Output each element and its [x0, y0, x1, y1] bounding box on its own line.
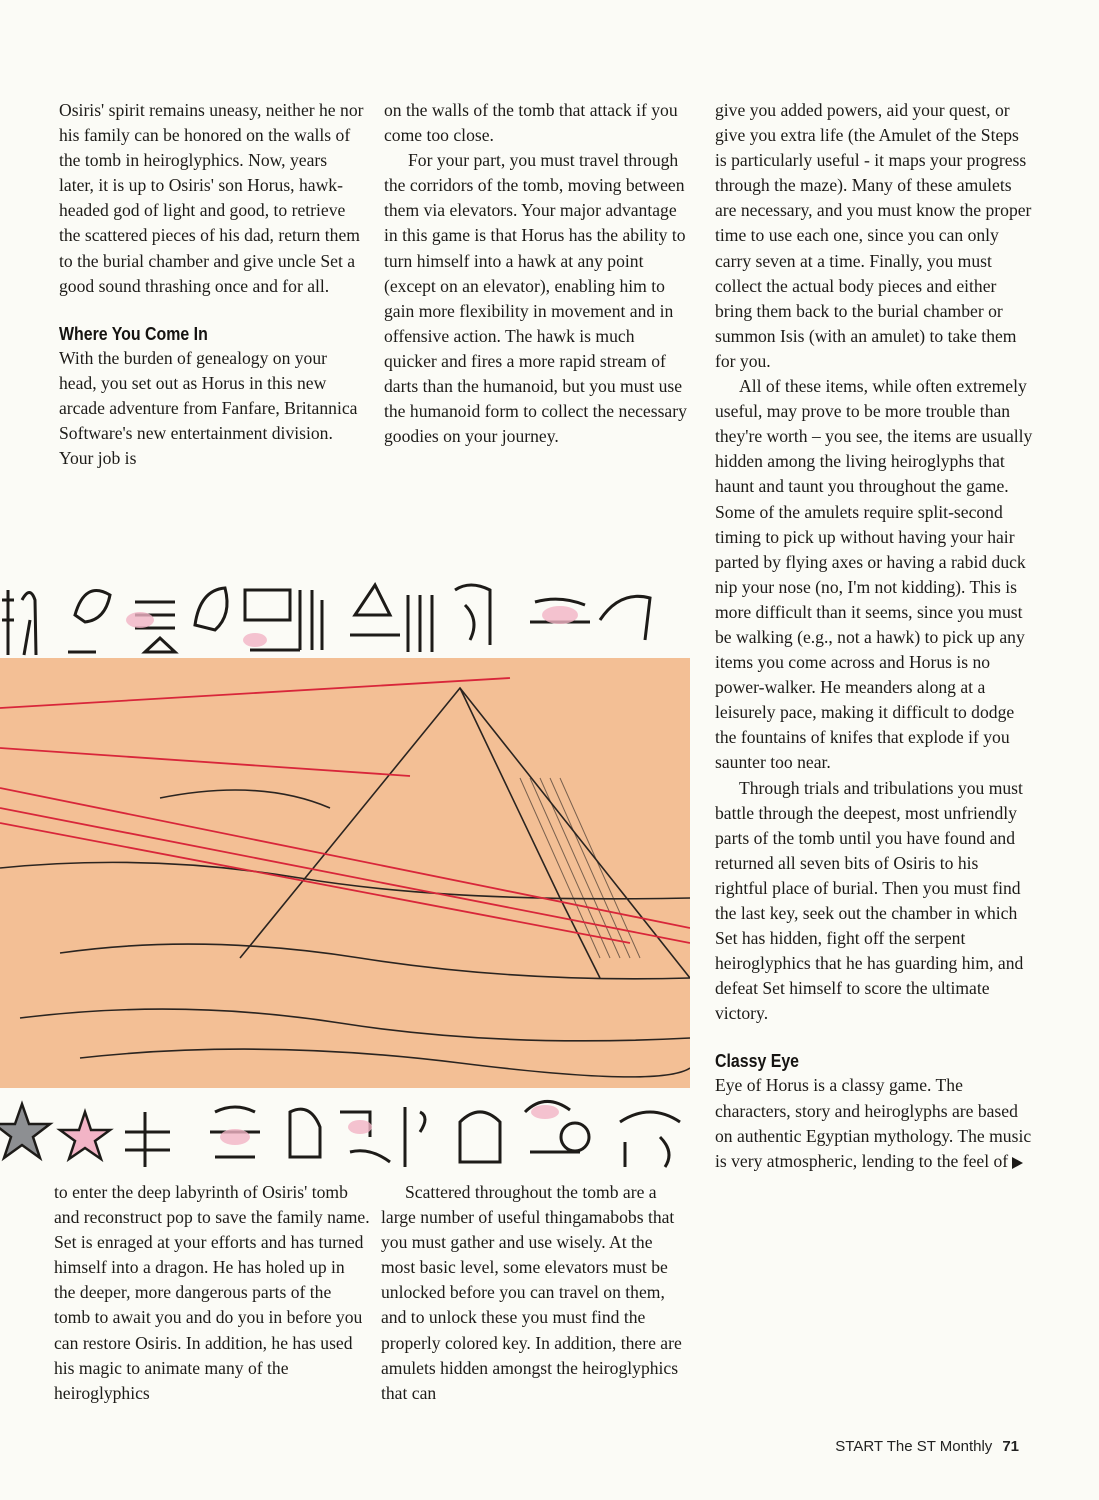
pink-highlight-icon: [220, 1129, 250, 1145]
paragraph: For your part, you must travel through the corridors of the tomb, moving between them via elevators. Your major advantage in this game is that Horus has the ability to turn himself into a hawk at any point (except on an elevator), enabling him to gain more flexibility in movement and in offensive action. The hawk is much quicker and fires a more rapid stream of darts than the humanoid, but you must use the humanoid form to collect the necessary goodies on your journey.: [384, 150, 687, 447]
arch-glyph-icon: [290, 1109, 320, 1157]
paragraph: give you added powers, aid your quest, or give you extra life (the Amulet of the Steps is particularly useful - it maps your progress through the maze). Many of these amulets are necessary, and you must know the proper time to use each one, since you can only carry seven at a time. Finally, you must collect the actual body pieces and either bring them back to the burial chamber or summon Isis (with an amulet) to take them for you.: [715, 100, 1032, 371]
hill-glyph-icon: [350, 585, 400, 635]
pyramid-illustration: [0, 658, 690, 1088]
box-glyph-icon: [245, 590, 290, 620]
article-column-1: [59, 98, 365, 471]
magazine-name: START The ST Monthly: [835, 1438, 993, 1455]
pillar-glyph-icon: [408, 595, 432, 652]
reed-glyph-icon: [300, 590, 322, 650]
article-column-3: [715, 98, 1035, 1174]
page-footer: [835, 1438, 1019, 1455]
page-number: 71: [1002, 1438, 1019, 1455]
paragraph: [715, 1073, 1035, 1173]
continue-arrow-icon: [1012, 1157, 1023, 1169]
vessel-glyph-icon: [620, 1112, 680, 1167]
jackal-glyph-icon: [600, 596, 650, 640]
paragraph: All of these items, while often extremely useful, may prove to be more trouble than they're worth – you see, the items are usually hidden among the living heiroglyphs that haunt and taunt you throughout the game. Some of the amulets require split-second timing to pick up without having your hair parted by flying axes or having a rabid duck nip your nose (no, I'm not kidding). This is more difficult than it seems, since you must be walking (e.g., not a hawk) to pick up any items you come across and Horus is no power-walker. He meanders along at a leisurely pace, making it difficult to dodge the fountains of knifes that explode if you saunter too near.: [715, 376, 1033, 773]
article-column-4: [54, 1180, 370, 1406]
cross-glyph-icon: [125, 1112, 170, 1167]
paragraph: Osiris' spirit remains uneasy, neither he nor his family can be honored on the walls of the tomb in heiroglyphics. Now, years later, it is up to Osiris' son Horus, hawk-headed god of light and good, to retrieve the scattered pieces of his dad, return them to the burial chamber and give uncle Set a good sound thrashing once and for all.: [59, 100, 364, 296]
section-heading-classy-eye: Classy Eye: [715, 1050, 800, 1072]
pink-highlight-icon: [243, 633, 267, 647]
hieroglyph-band-bottom: [0, 1082, 690, 1182]
bird-glyph-icon: [75, 591, 110, 623]
paragraph: on the walls of the tomb that attack if you come too close.: [384, 100, 678, 146]
paragraph: Scattered throughout the tomb are a large number of useful thingamabobs that you must gather and use wisely. At the most basic level, some elevators must be unlocked before you can travel on them, and to unlock these you must find the properly colored key. In addition, there are amulets hidden amongst the heiroglyphics that can: [381, 1182, 682, 1403]
paragraph: to enter the deep labyrinth of Osiris' tomb and reconstruct pop to save the family name. Set is enraged at your efforts and has turned himself into a dragon. He has holed up in the deeper, more dangerous parts of the tomb to await you and do you in before you can restore Osiris. In addition, he has used his magic to animate many of the heiroglyphics: [54, 1182, 370, 1403]
falcon-glyph-icon: [195, 588, 227, 630]
paragraph: Through trials and tribulations you must battle through the deepest, most unfriendly parts of the tomb until you have found and returned all seven bits of Osiris to his rightful place of burial. Then you must find the last key, seek out the chamber in which Set has hidden, fight off the serpent heiroglyphics that he has guarding him, and defeat Set himself to score the ultimate victory.: [715, 777, 1024, 1024]
article-column-5: [381, 1180, 691, 1406]
figure-glyph-icon: [22, 593, 36, 656]
pink-highlight-icon: [126, 612, 154, 628]
ankh-glyph-icon: [2, 590, 14, 655]
paragraph-text: Eye of Horus is a classy game. The characters, story and heiroglyphs are based on authentic Egyptian mythology. The music is very atmospheric, lending to the feel of: [715, 1075, 1032, 1171]
paragraph: With the burden of genealogy on your head, you set out as Horus in this new arcade adventure from Fanfare, Britannica Software's new entertainment division. Your job is: [59, 347, 358, 469]
pink-highlight-icon: [542, 606, 578, 624]
hand-glyph-icon: [455, 585, 490, 645]
snake-glyph-icon: [340, 1112, 390, 1162]
sun-disk-glyph-icon: [561, 1123, 589, 1151]
star-glyph-icon: [0, 1104, 50, 1158]
hieroglyph-band-top: [0, 560, 690, 660]
article-column-2: [384, 98, 690, 449]
section-heading-where-you-come-in: Where You Come In: [59, 322, 208, 344]
pink-highlight-icon: [531, 1105, 559, 1119]
pink-highlight-icon: [348, 1120, 372, 1134]
pink-star-glyph-icon: [60, 1112, 110, 1159]
vase-glyph-icon: [460, 1112, 500, 1162]
staff-glyph-icon: [405, 1107, 425, 1167]
